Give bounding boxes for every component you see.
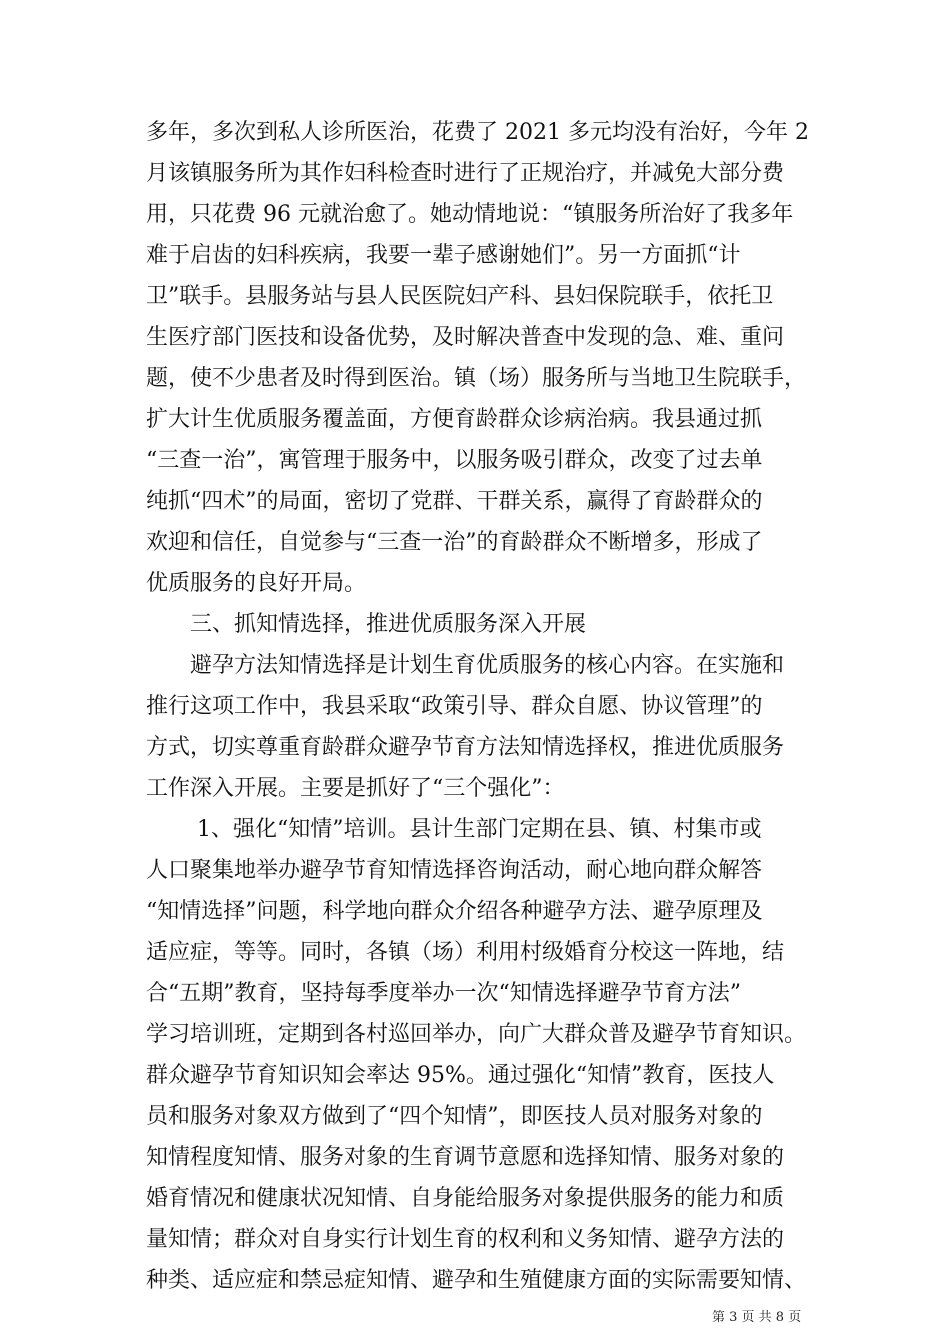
text-line: 用，只花费 96 元就治愈了。她动情地说：“镇服务所治好了我多年 [146,202,794,227]
text-line: 合“五期”教育，坚持每季度举办一次“知情选择避孕节育方法” [146,981,741,1006]
text-line: 卫”联手。县服务站与县人民医院妇产科、县妇保院联手，依托卫 [146,284,774,309]
text-line: 避孕方法知情选择是计划生育优质服务的核心内容。在实施和 [146,653,785,678]
text-line: 月该镇服务所为其作妇科检查时进行了正规治疗，并减免大部分费 [146,161,785,186]
text-line: 题，使不少患者及时得到医治。镇（场）服务所与当地卫生院联手， [146,366,807,391]
text-line: 工作深入开展。主要是抓好了“三个强化”： [146,776,565,801]
text-line: 种类、适应症和禁忌症知情、避孕和生殖健康方面的实际需要知情、 [146,1268,807,1293]
text-line: 优质服务的良好开局。 [146,571,367,596]
text-line: 方式，切实尊重育龄群众避孕节育方法知情选择权，推进优质服务 [146,735,785,760]
text-line: 婚育情况和健康状况知情、自身能给服务对象提供服务的能力和质 [146,1186,785,1211]
text-line: “知情选择”问题，科学地向群众介绍各种避孕方法、避孕原理及 [146,899,763,924]
text-line: 难于启齿的妇科疾病，我要一辈子感谢她们”。另一方面抓“计 [146,243,741,268]
text-line: 员和服务对象双方做到了“四个知情”，即医技人员对服务对象的 [146,1104,763,1129]
text-line: 多年，多次到私人诊所医治，花费了 2021 多元均没有治好，今年 2 [146,120,809,145]
text-line: 生医疗部门医技和设备优势，及时解决普查中发现的急、难、重问 [146,325,785,350]
text-line: 1、强化“知情”培训。县计生部门定期在县、镇、村集市或 [146,817,762,842]
text-line: 知情程度知情、服务对象的生育调节意愿和选择知情、服务对象的 [146,1145,785,1170]
text-line: 适应症，等等。同时，各镇（场）利用村级婚育分校这一阵地，结 [146,940,785,965]
text-line: 扩大计生优质服务覆盖面，方便育龄群众诊病治病。我县通过抓 [146,407,763,432]
text-line: 推行这项工作中，我县采取“政策引导、群众自愿、协议管理”的 [146,694,763,719]
section-heading: 三、抓知情选择，推进优质服务深入开展 [146,612,587,637]
text-line: 纯抓“四术”的局面，密切了党群、干群关系，赢得了育龄群众的 [146,489,763,514]
page-number-footer: 第 3 页 共 8 页 [712,1310,802,1325]
text-line: “三查一治”，寓管理于服务中，以服务吸引群众，改变了过去单 [146,448,763,473]
text-line: 欢迎和信任，自觉参与“三查一治”的育龄群众不断增多，形成了 [146,530,763,555]
text-line: 量知情；群众对自身实行计划生育的权利和义务知情、避孕方法的 [146,1227,785,1252]
document-body [146,112,821,1301]
text-line: 学习培训班，定期到各村巡回举办，向广大群众普及避孕节育知识。 [146,1022,807,1047]
text-line: 人口聚集地举办避孕节育知情选择咨询活动，耐心地向群众解答 [146,858,763,883]
text-line: 群众避孕节育知识知会率达 95%。通过强化“知情”教育，医技人 [146,1063,775,1088]
